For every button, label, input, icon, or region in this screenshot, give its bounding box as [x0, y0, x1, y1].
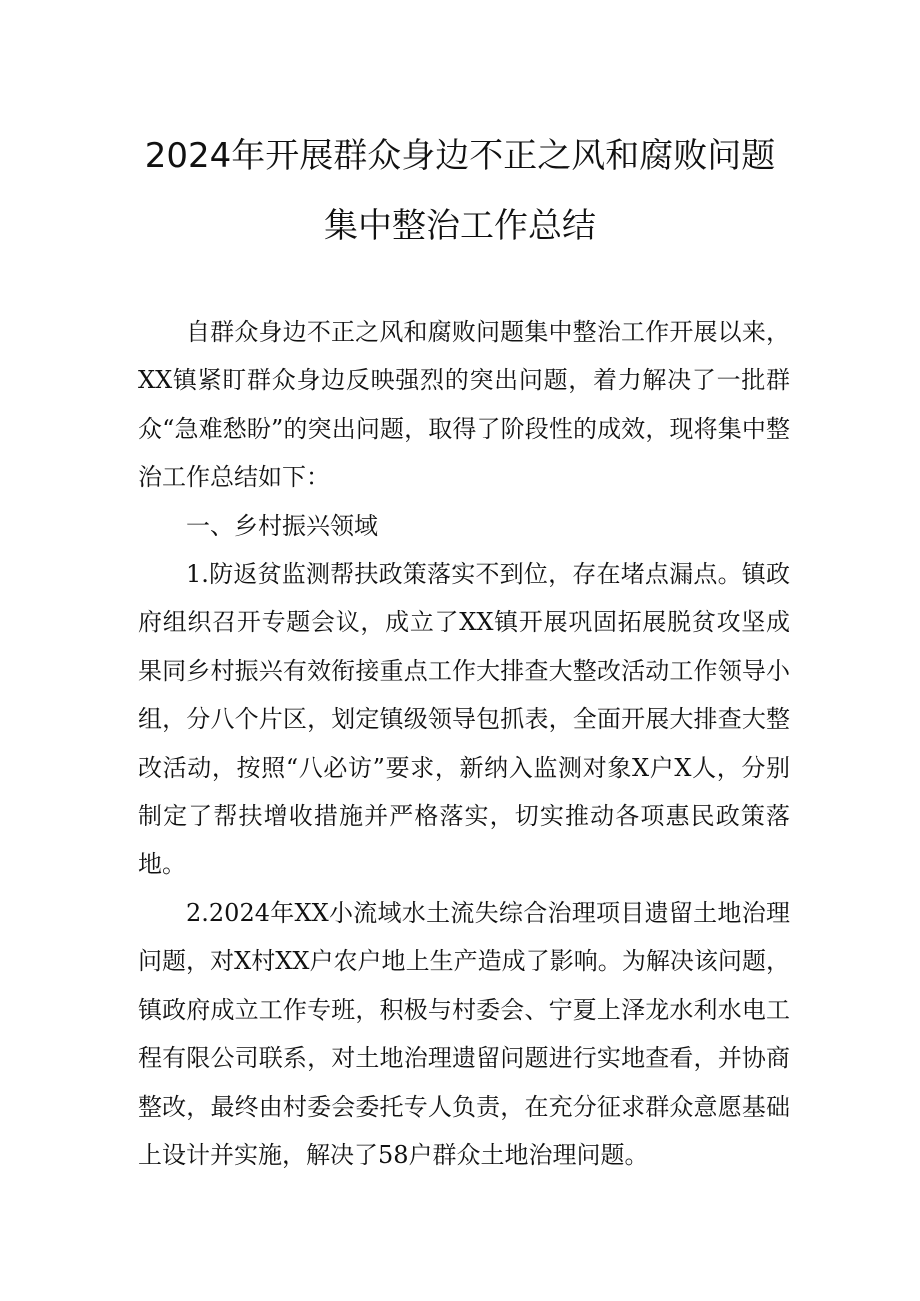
item-2-paragraph: 2.2024年XX小流域水土流失综合治理项目遗留土地治理问题，对X村XX户农户地上生产造成了影响。为解决该问题，镇政府成立工作专班，积极与村委会、宁夏上泽龙水利水电工程有限公司联系，对土地治理遗留问题进行实地查看，并协商整改，最终由村委会委托专人负责，在充分征求群众意愿基础上设计并实施，解决了58户群众土地治理问题。 — [138, 898, 790, 1169]
document-body — [138, 308, 790, 1179]
document-title-line-1: 2024年开展群众身边不正之风和腐败问题 — [144, 136, 776, 176]
section-heading: 一、乡村振兴领域 — [186, 511, 378, 540]
item-1-paragraph: 1.防返贫监测帮扶政策落实不到位，存在堵点漏点。镇政府组织召开专题会议，成立了XX镇开展巩固拓展脱贫攻坚成果同乡村振兴有效衔接重点工作大排查大整改活动工作领导小组，分八个片区，划定镇级领导包抓表，全面开展大排查大整改活动，按照“八必访”要求，新纳入监测对象X户X人，分别制定了帮扶增收措施并严格落实，切实推动各项惠民政策落地。 — [138, 560, 790, 879]
intro-paragraph: 自群众身边不正之风和腐败问题集中整治工作开展以来，XX镇紧盯群众身边反映强烈的突出问题，着力解决了一批群众“急难愁盼”的突出问题，取得了阶段性的成效，现将集中整治工作总结如下： — [138, 318, 790, 492]
document-title-line-2: 集中整治工作总结 — [324, 206, 596, 246]
